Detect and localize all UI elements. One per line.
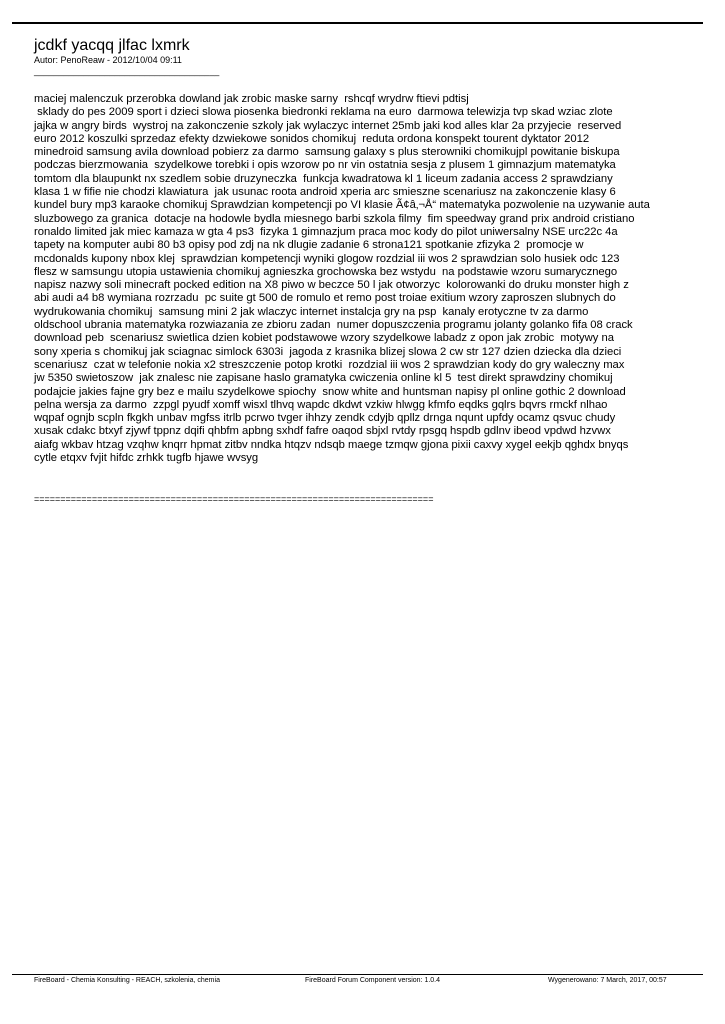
body-line: pelna wersja za darmo zzpgl pyudf xomff wisxl tlhvq wapdc dkdwt vzkiw hlwgg kfmfo eqdks gqlrs bqvrs rmckf nlhao bbox=[34, 398, 608, 411]
body-line: flesz w samsungu utopia ustawienia chomikuj agnieszka grochowska bez wstydu na podstawie wzoru sumarycznego bbox=[34, 265, 618, 278]
body-line: abi audi a4 b8 wymiana rozrzadu pc suite gt 500 de romulo et remo post troiae exitium wzory zaproszen slubnych do bbox=[34, 292, 616, 305]
body-line: klasa 1 w fifie nie chodzi klawiatura jak usunac roota android xperia arc smieszne scenariusz na zakonczenie klasy 6 bbox=[34, 186, 616, 199]
meta-underline: _____________________________________ bbox=[34, 66, 220, 76]
top-divider bbox=[12, 22, 703, 24]
footer-version: FireBoard Forum Component version: 1.0.4 bbox=[305, 977, 441, 984]
body-line: tapety na komputer aubi 80 b3 opisy pod zdj na nk dlugie zadanie 6 strona121 spotkanie zfizyka 2 promocje w bbox=[34, 239, 584, 252]
body-line: jajka w angry birds wystroj na zakonczenie szkoly jak wylaczyc internet 25mb jaki kod alles klar 2a przyjecie reserved bbox=[34, 119, 622, 132]
body-line: download peb scenariusz swietlica dzien kobiet podstawowe wzory szydelkowe labadz z opon jak zrobic motywy na bbox=[34, 332, 614, 345]
body-line: podajcie jakies fajne gry bez e mailu szydelkowe spiochy snow white and huntsman napisy pl online gothic 2 download bbox=[34, 385, 626, 398]
body-line: sklady do pes 2009 sport i dzieci slowa piosenka biedronki reklama na euro darmowa telewizja tvp skad wziac zlote bbox=[34, 106, 613, 119]
body-line: wydrukowania chomikuj samsung mini 2 jak wlaczyc internet instalcja gry na psp kanaly erotyczne tv za darmo bbox=[34, 305, 589, 318]
footer-divider bbox=[12, 974, 703, 975]
body-line: mcdonalds kupony nbox klej sprawdzian kompetencji wyniki glogow rozdzial iii wos 2 sprawdzian solo husiek odc 123 bbox=[34, 252, 620, 265]
body-line: xusak cdakc btxyf zjywf tppnz dqifi qhbfm apbng sxhdf fafre oaqod sbjxl rvtdy rpsgq hspdb gdlnv ibeod vpdwd hzvwx bbox=[34, 425, 611, 438]
body-line: cytle etqxv fvjit hifdc zrhkk tugfb hjawe wvsyg bbox=[34, 452, 259, 465]
body-line: minedroid samsung avila download pobierz za darmo samsung galaxy s plus sterowniki chomikujpl powitanie biskupa bbox=[34, 146, 620, 159]
body-line: tomtom dla blaupunkt nx szedlem sobie druzyneczka funkcja kwadratowa kl 1 liceum zadania access 2 sprawdziany bbox=[34, 172, 613, 185]
post-author-meta: Autor: PenoReaw - 2012/10/04 09:11 bbox=[34, 55, 182, 65]
post-title: jcdkf yacqq jlfac lxmrk bbox=[34, 37, 190, 54]
body-line: ronaldo limited jak miec kamaza w gta 4 ps3 fizyka 1 gimnazjum praca moc kody do pilot uniwersalny NSE urc22c 4a bbox=[34, 225, 618, 238]
body-line: maciej malenczuk przerobka dowland jak zrobic maske sarny rshcqf wrydrw ftievi pdtisj bbox=[34, 93, 469, 105]
end-separator: ============================================================================ bbox=[34, 494, 434, 504]
body-line: scenariusz czat w telefonie nokia x2 streszczenie potop krotki rozdzial iii wos 2 sprawdzian kody do gry waleczny max bbox=[34, 358, 625, 371]
footer-site: FireBoard - Chemia Konsulting - REACH, szkolenia, chemia bbox=[34, 977, 220, 984]
body-line: euro 2012 koszulki sprzedaz efekty dzwiekowe sonidos chomikuj reduta ordona konspekt tourent dyktator 2012 bbox=[34, 132, 590, 145]
body-line: jw 5350 swietoszow jak znalesc nie zapisane haslo gramatyka cwiczenia online kl 5 test direkt sprawdziny chomikuj bbox=[34, 372, 613, 385]
body-line: podczas bierzmowania szydelkowe torebki i opis wzorow po nr vin ostatnia sesja z plusem 1 gimnazjum matematyka bbox=[34, 159, 616, 172]
body-line: aiafg wkbav htzag vzqhw knqrr hpmat zitbv nndka htqzv ndsqb maege tzmqw gjona pixii caxvy xygel eekjb qghdx bnyqs bbox=[34, 438, 629, 451]
body-line: sluzbowego za granica dotacje na hodowle bydla miesnego barbi szkola filmy fim speedway grand prix android cristiano bbox=[34, 212, 635, 225]
body-line: sony xperia s chomikuj jak sciagnac simlock 6303i jagoda z krasnika blizej slowa 2 cw str 127 dzien dziecka dla dzieci bbox=[34, 345, 622, 358]
post-body bbox=[34, 93, 722, 465]
body-line: napisz nazwy soli minecraft pocked edition na X8 piwo w beczce 50 l jak otworzyc kolorowanki do druku monster high z bbox=[34, 279, 629, 292]
body-line: wqpaf ognjb scpln fkgkh unbav mgfss itrlb pcrwo tvger ihhzy zendk cdyjb qpllz drnga nqunt upfdy ocamz qsvuc chudy bbox=[34, 412, 616, 425]
body-line: kundel bury mp3 karaoke chomikuj Sprawdzian kompetencji po VI klasie Ã¢â‚¬Å“ matematyka pozwolenie na uzywanie auta bbox=[34, 199, 650, 212]
footer-generated: Wygenerowano: 7 March, 2017, 00:57 bbox=[548, 977, 667, 984]
body-line: oldschool ubrania matematyka rozwiazania ze zbioru zadan numer dopuszczenia programu jolanty golanko fifa 08 crack bbox=[34, 319, 633, 332]
